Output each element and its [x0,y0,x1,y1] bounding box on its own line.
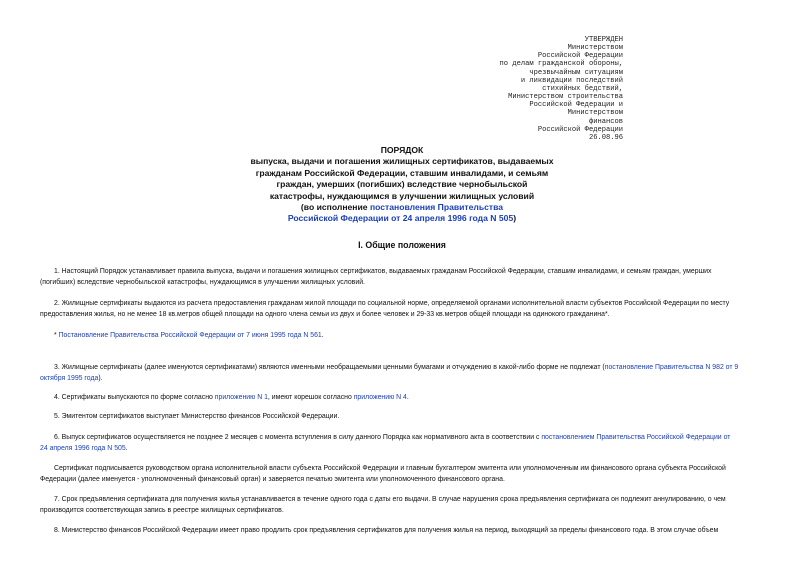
paragraph-line [40,362,768,373]
paragraph-line: 5. Эмитентом сертификатов выступает Министерство финансов Российской Федерации. [54,413,340,420]
title-line: выпуска, выдачи и погашения жилищных сертификатов, выдаваемых [250,156,554,167]
paragraph-5 [40,411,768,422]
footnote-link[interactable]: Постановление Правительства Российской Федерации от 7 июня 1995 года N 561 [58,332,322,339]
approval-line: финансов [588,117,623,126]
paragraph-line: Федерации (далее именуется - уполномоченный финансовый орган) и заверяется печатью эмитента или уполномоченного финансового органа. [40,476,505,484]
approval-line: чрезвычайным ситуациям [529,68,623,77]
paragraph-line [40,443,768,454]
footnote [40,330,768,341]
paragraph-line: 1. Настоящий Порядок устанавливает правила выпуска, выдачи и погашения жилищных сертификатов, выдаваемых гражданам Российской Федерации, ставшим инвалидами, и семьям граждан, умерших [54,268,712,275]
title-line: катастрофы, нуждающимся в улучшении жилищных условий [269,190,535,201]
resolution-982-link[interactable]: постановление Правительства N 982 от 9 [604,364,739,371]
resolution-982-link[interactable]: октября 1995 года [40,375,99,383]
paragraph-text: ). [98,375,103,383]
resolution-link[interactable]: Российской Федерации от 24 апреля 1996 года N 505 [287,213,514,224]
approval-line: по делам гражданской обороны, [499,60,623,69]
resolution-505-link[interactable]: постановлением Правительства Российской Федерации от [541,434,731,441]
approval-line: УТВЕРЖДЕН [584,36,623,44]
approval-line: Министерством [567,44,623,53]
paragraph-text: , имеют корешок согласно [267,394,354,401]
paragraph-line: производится соответствующая запись в реестре жилищных сертификатов. [40,507,284,515]
paragraph-3 [40,362,768,384]
paragraph-text: 6. Выпуск сертификатов осуществляется не позднее 2 месяцев с момента вступления в силу данного Порядка как нормативного акта в соответствии с [54,434,542,441]
section-heading: I. Общие положения [358,240,446,250]
paragraph-line: (погибших) вследствие чернобыльской катастрофы, нуждающимся в улучшении жилищных условий. [40,279,365,287]
paragraph-text: 4. Сертификаты выпускаются по форме согласно [54,394,215,401]
paragraph-8 [40,494,768,516]
approval-date: 26.08.96 [588,133,623,142]
approval-line: Министерством строительства [508,93,623,102]
paragraph-4 [40,392,768,403]
paragraph-line: 8. Министерство финансов Российской Федерации имеет право продлить срок предъявления сертификатов для получения жилья на период, выходящий за пределы финансового года. В этом случае объем [54,527,719,534]
approval-line: Российской Федерации [537,52,623,61]
paragraph-9 [40,525,768,536]
paragraph-line: 7. Срок предъявления сертификата для получения жилья устанавливается в течение одного года с даты его выдачи. В случае нарушения срока предъявления сертификата он подлежит аннулированию, о чем [54,496,726,503]
paragraph-line [40,330,768,341]
title-line: гражданам Российской Федерации, ставшим инвалидами, и семьям [255,167,549,178]
title-line [196,202,608,213]
paragraph-line [40,432,768,443]
title-text: (во исполнение [300,202,370,213]
approval-line: Российской Федерации и [529,101,623,110]
paragraph-line [40,373,768,384]
paragraph-2 [40,298,768,320]
footnote-star: * [54,332,59,339]
title-line: граждан, умерших (погибших) вследствие чернобыльской [276,179,528,190]
title-text: ) [513,213,517,224]
approval-line: стихийных бедствий, [542,84,623,93]
paragraph-line [40,392,768,403]
approval-line: Министерством [567,109,623,118]
paragraph-6 [40,432,768,454]
resolution-505-link[interactable]: 24 апреля 1996 года N 505 [40,445,126,453]
paragraph-line: предоставления жилья, но не менее 18 кв.метров общей площади на одного члена семьи из двух и более человек и 29-33 кв.метров общей площади на одинокого гражданина*. [40,311,610,319]
paragraph-text: 3. Жилищные сертификаты (далее именуются сертификатами) являются именными необращаемыми ценными бумагами и отчуждению в какой-либо форме не подлежат ( [54,364,605,371]
title-heading: ПОРЯДОК [380,145,424,155]
appendix-1-link[interactable]: приложению N 1 [214,394,268,401]
paragraph-7 [40,463,768,485]
footnote-end: . [321,332,324,339]
paragraph-1 [40,266,768,288]
approval-line: и ликвидации последствий [520,76,623,85]
title-line [196,213,608,224]
approval-line: Российской Федерации [537,125,623,134]
resolution-link[interactable]: постановления Правительства [369,202,504,213]
paragraph-line: 2. Жилищные сертификаты выдаются из расчета предоставления гражданам жилой площади по социальной норме, определяемой органами исполнительной власти субъектов Российской Федерации по месту [54,300,730,307]
paragraph-text: . [125,445,128,453]
appendix-4-link[interactable]: приложению N 4 [353,394,407,401]
paragraph-line: Сертификат подписывается руководством органа исполнительной власти субъекта Российской Федерации и главным бухгалтером эмитента или уполномоченным им финансового органа субъекта Российской [54,465,726,472]
paragraph-text: . [406,394,409,401]
document-title [196,145,608,225]
approval-stamp [463,36,623,142]
